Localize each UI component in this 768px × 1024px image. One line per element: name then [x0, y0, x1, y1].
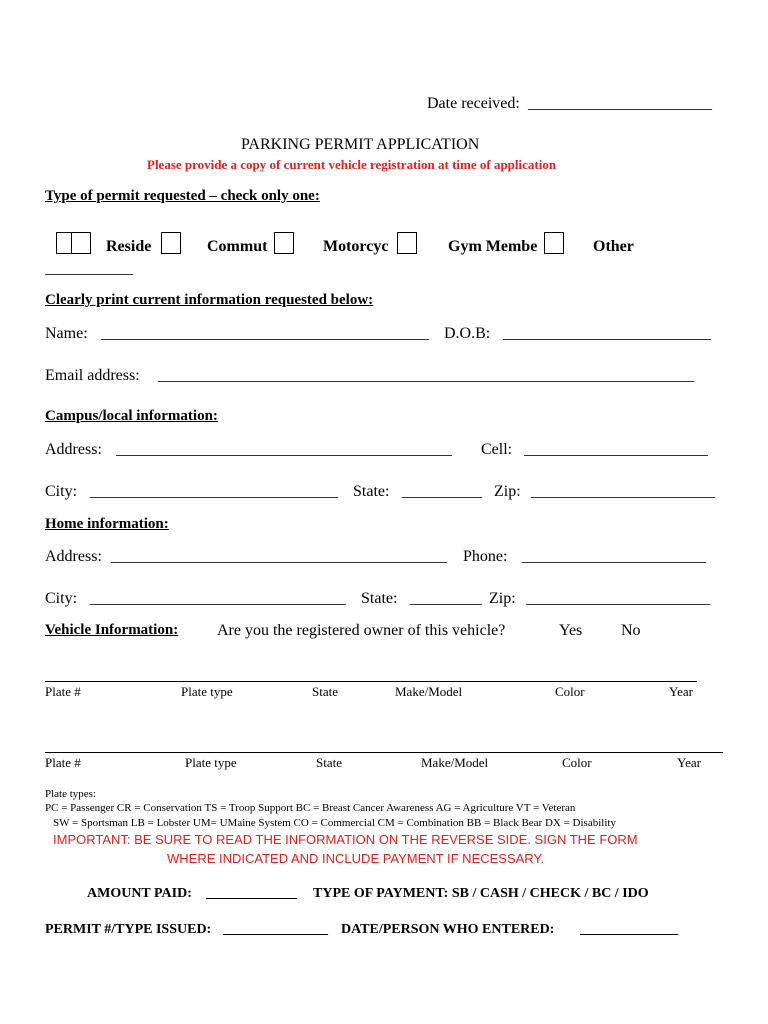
checkbox-other[interactable]	[544, 232, 564, 254]
campus-address-field[interactable]: __________________________________________	[116, 441, 452, 458]
email-label: Email address:	[45, 367, 140, 384]
home-city-label: City:	[45, 590, 78, 607]
important-notice-line-1: IMPORTANT: BE SURE TO READ THE INFORMATION ON THE REVERSE SIDE. SIGN THE FORM	[53, 832, 638, 847]
option-commuter-label: Commut	[207, 238, 268, 255]
phone-field[interactable]: _______________________	[522, 548, 706, 565]
row1-plate-type-header: Plate type	[181, 684, 233, 699]
vehicle-row2-line[interactable]	[45, 752, 723, 753]
campus-state-field[interactable]: __________	[402, 483, 482, 500]
home-zip-label: Zip:	[489, 590, 516, 607]
date-received-field[interactable]: _______________________	[528, 95, 712, 112]
checkbox-resident-2[interactable]	[71, 232, 91, 254]
name-field[interactable]: _________________________________________	[101, 325, 429, 342]
other-field[interactable]: ___________	[45, 260, 133, 277]
campus-city-field[interactable]: _______________________________	[90, 483, 338, 500]
home-city-field[interactable]: ________________________________	[90, 590, 346, 607]
row2-color-header: Color	[562, 755, 592, 770]
campus-city-label: City:	[45, 483, 78, 500]
date-received-label: Date received:	[427, 95, 520, 112]
row2-plate-header: Plate #	[45, 755, 81, 770]
row2-year-header: Year	[677, 755, 701, 770]
option-other-label: Other	[593, 238, 634, 255]
row1-year-header: Year	[669, 684, 693, 699]
row1-make-model-header: Make/Model	[395, 684, 463, 699]
cell-label: Cell:	[481, 441, 513, 458]
option-gym-member-label: Gym Membe	[448, 238, 538, 255]
important-notice-line-2: WHERE INDICATED AND INCLUDE PAYMENT IF NECESSARY.	[167, 851, 545, 866]
phone-label: Phone:	[463, 548, 508, 565]
cell-field[interactable]: _______________________	[524, 441, 708, 458]
payment-type-label: TYPE OF PAYMENT: SB / CASH / CHECK / BC / IDO	[313, 886, 649, 901]
plate-types-line-1: PC = Passenger CR = Conservation TS = Troop Support BC = Breast Cancer Awareness AG = Agriculture VT = Veteran	[45, 802, 576, 814]
row1-color-header: Color	[555, 684, 585, 699]
row1-state-header: State	[312, 684, 338, 699]
amount-paid-field[interactable]: _____________	[206, 886, 297, 901]
date-person-entered-label: DATE/PERSON WHO ENTERED:	[341, 922, 555, 937]
plate-types-line-2: SW = Sportsman LB = Lobster UM= UMaine System CO = Commercial CM = Combination BB = Black Bear DX = Disability	[53, 817, 616, 829]
row2-state-header: State	[316, 755, 342, 770]
home-state-label: State:	[361, 590, 398, 607]
owner-question: Are you the registered owner of this vehicle?	[217, 622, 506, 639]
campus-address-label: Address:	[45, 441, 102, 458]
campus-zip-label: Zip:	[494, 483, 521, 500]
home-address-label: Address:	[45, 548, 102, 565]
checkbox-motorcycle[interactable]	[274, 232, 294, 254]
email-field[interactable]: ___________________________________________________________________	[158, 367, 694, 384]
dob-label: D.O.B:	[444, 325, 491, 342]
home-address-field[interactable]: __________________________________________	[111, 548, 447, 565]
permit-issued-label: PERMIT #/TYPE ISSUED:	[45, 922, 212, 937]
owner-yes-option[interactable]: Yes	[559, 622, 583, 639]
permit-issued-field[interactable]: _______________	[223, 922, 328, 937]
print-info-heading: Clearly print current information requested below:	[45, 292, 374, 308]
page-title: PARKING PERMIT APPLICATION	[241, 136, 480, 153]
registration-notice: Please provide a copy of current vehicle registration at time of application	[147, 157, 557, 172]
row1-plate-header: Plate #	[45, 684, 81, 699]
home-state-field[interactable]: _________	[410, 590, 482, 607]
checkbox-gym-member[interactable]	[397, 232, 417, 254]
home-info-heading: Home information:	[45, 516, 169, 532]
permit-type-heading: Type of permit requested – check only one:	[45, 188, 320, 204]
checkbox-commuter[interactable]	[161, 232, 181, 254]
campus-state-label: State:	[353, 483, 390, 500]
owner-no-option[interactable]: No	[621, 622, 641, 639]
home-zip-field[interactable]: _______________________	[526, 590, 710, 607]
campus-zip-field[interactable]: _______________________	[531, 483, 715, 500]
row2-plate-type-header: Plate type	[185, 755, 237, 770]
option-resident-label: Reside	[106, 238, 152, 255]
campus-info-heading: Campus/local information:	[45, 408, 218, 424]
vehicle-info-heading: Vehicle Information:	[45, 622, 179, 638]
amount-paid-label: AMOUNT PAID:	[87, 886, 192, 901]
vehicle-row1-line[interactable]	[45, 681, 697, 682]
name-label: Name:	[45, 325, 88, 342]
date-person-entered-field[interactable]: ______________	[580, 922, 678, 937]
dob-field[interactable]: __________________________	[503, 325, 711, 342]
row2-make-model-header: Make/Model	[421, 755, 489, 770]
option-motorcycle-label: Motorcyc	[323, 238, 389, 255]
plate-types-title: Plate types:	[45, 788, 97, 800]
